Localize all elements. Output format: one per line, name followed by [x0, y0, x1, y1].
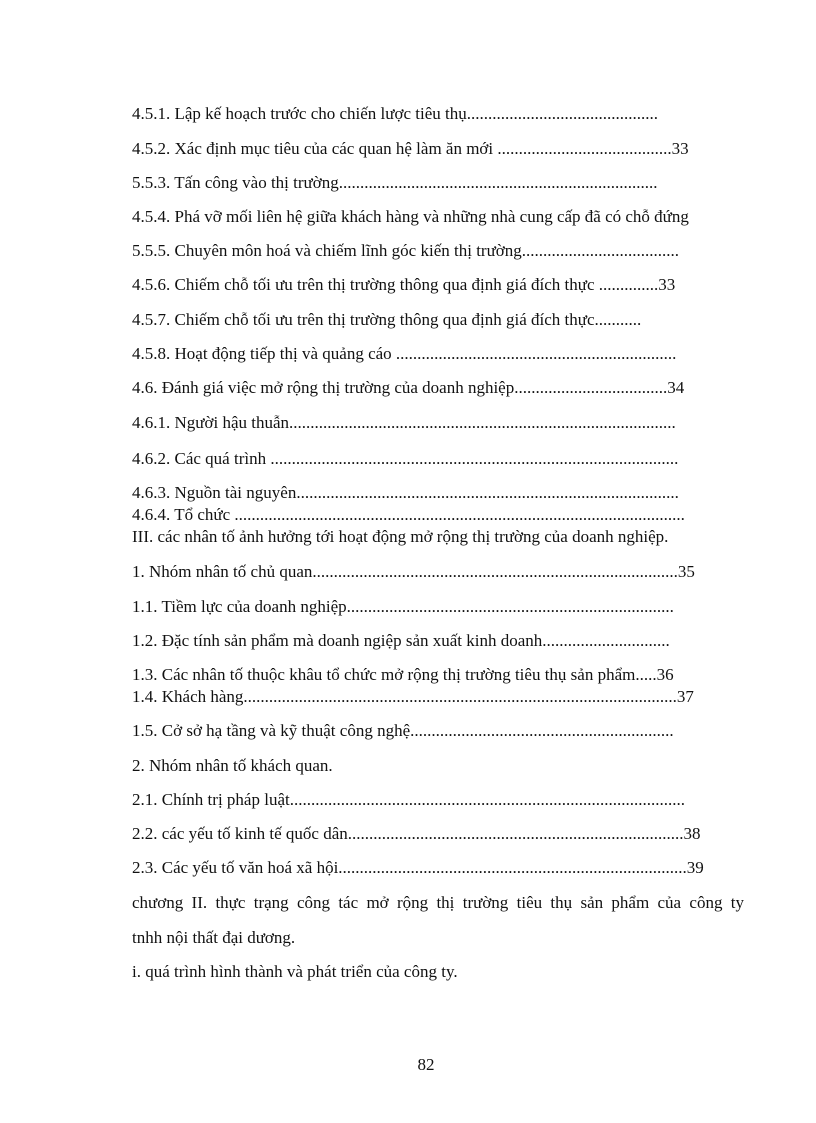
toc-entry-4-6-1: 4.6.1. Người hậu thuẫn........................................................................................... — [132, 413, 676, 432]
toc-entry-4-5-6: 4.5.6. Chiếm chỗ tối ưu trên thị trường thông qua định giá đích thực ..............33 — [132, 275, 676, 294]
toc-entry-1-5: 1.5. Cở sở hạ tầng và kỹ thuật công nghệ.............................................................. — [132, 721, 674, 740]
toc-entry-2-3: 2.3. Các yếu tố văn hoá xã hội..................................................................................39 — [132, 858, 704, 877]
toc-entry-1-2: 1.2. Đặc tính sản phẩm mà doanh ngiệp sản xuất kinh doanh.............................. — [132, 631, 670, 650]
toc-entry-2-2: 2.2. các yếu tố kinh tế quốc dân...............................................................................38 — [132, 824, 701, 843]
toc-entry-4-6-3: 4.6.3. Nguồn tài nguyên.......................................................................................... — [132, 483, 679, 502]
toc-entry-1: 1. Nhóm nhân tố chủ quan......................................................................................35 — [132, 562, 695, 581]
toc-entry-4-5-7: 4.5.7. Chiếm chỗ tối ưu trên thị trường thông qua định giá đích thực........... — [132, 310, 642, 329]
toc-entry-5-5-3: 5.5.3. Tấn công vào thị trường........................................................................... — [132, 173, 658, 192]
toc-entry-4-6: 4.6. Đánh giá việc mở rộng thị trường của doanh nghiệp....................................34 — [132, 378, 685, 397]
toc-heading-iii: III. các nhân tố ảnh hưởng tới hoạt động mở rộng thị trường của doanh nghiệp. — [132, 527, 669, 546]
page-number: 82 — [417, 1055, 435, 1074]
toc-entry-4-6-2: 4.6.2. Các quá trình ................................................................................................ — [132, 449, 679, 468]
toc-entry-4-5-2: 4.5.2. Xác định mục tiêu của các quan hệ làm ăn mới .........................................33 — [132, 139, 689, 158]
toc-entry-1-3: 1.3. Các nhân tố thuộc khâu tổ chức mở rộng thị trường tiêu thụ sản phẩm.....36 — [132, 665, 674, 684]
toc-entry-1-1: 1.1. Tiềm lực của doanh nghiệp............................................................................. — [132, 597, 674, 616]
section-heading: i. quá trình hình thành và phát triển của công ty. — [132, 962, 458, 981]
chapter-heading-line-1: chương II. thực trạng công tác mở rộng thị trường tiêu thụ sản phẩm của công ty — [132, 893, 744, 912]
toc-entry-2-1: 2.1. Chính trị pháp luật............................................................................................. — [132, 790, 685, 809]
chapter-heading-line-2: tnhh nội thất đại dương. — [132, 928, 296, 947]
toc-entry-5-5-5: 5.5.5. Chuyên môn hoá và chiếm lĩnh góc kiến thị trường..................................... — [132, 241, 680, 260]
toc-entry-2: 2. Nhóm nhân tố khách quan. — [132, 756, 333, 775]
toc-entry-4-5-8: 4.5.8. Hoạt động tiếp thị và quảng cáo .................................................................. — [132, 344, 677, 363]
toc-entry-4-5-1: 4.5.1. Lập kế hoạch trước cho chiến lược tiêu thụ............................................. — [132, 104, 658, 123]
toc-entry-4-6-4: 4.6.4. Tổ chức .......................................................................................................... — [132, 505, 685, 524]
toc-entry-4-5-4: 4.5.4. Phá vỡ mối liên hệ giữa khách hàng và những nhà cung cấp đã có chỗ đứng — [132, 207, 689, 226]
toc-entry-1-4: 1.4. Khách hàng......................................................................................................37 — [132, 687, 694, 706]
